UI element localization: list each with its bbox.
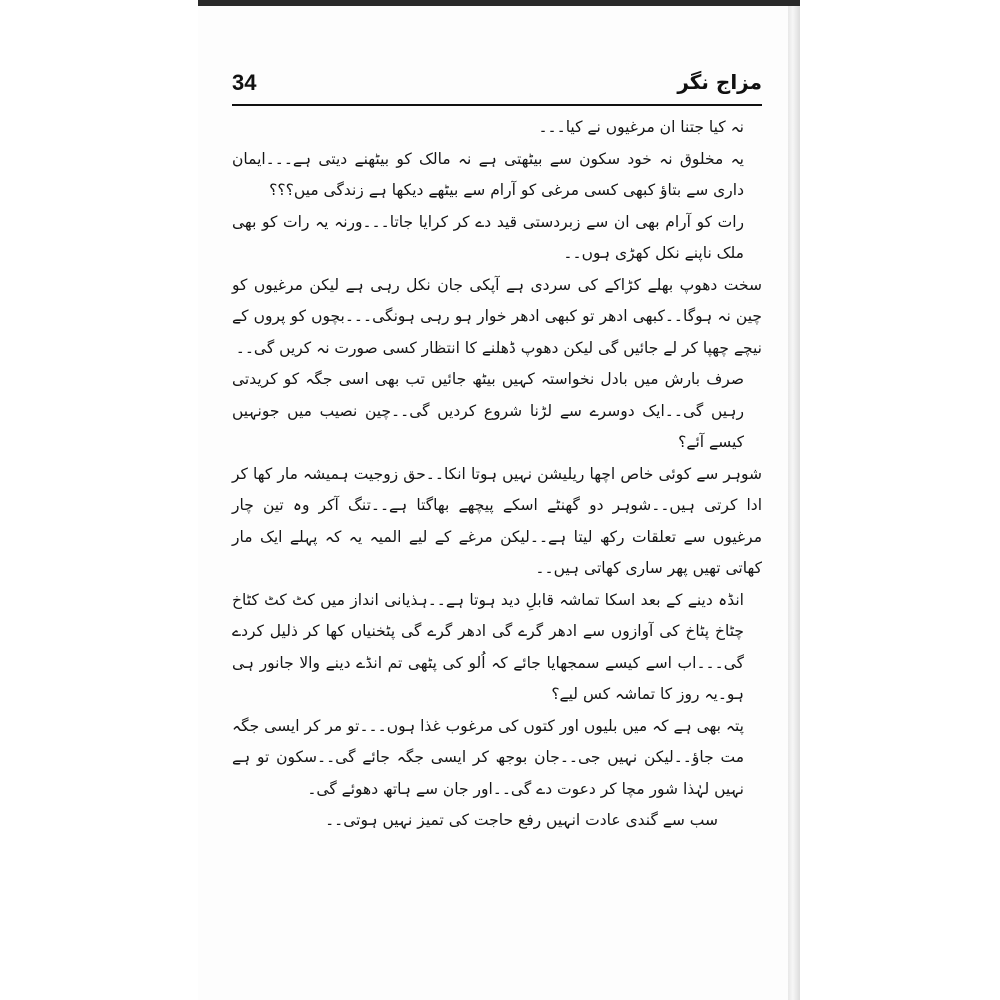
header-divider [232,104,762,106]
page-number: 34 [232,70,257,95]
paragraph: انڈہ دینے کے بعد اسکا تماشہ قابلِ دید ہوتا ہے۔۔ہذیانی انداز میں کٹ کٹ کٹاخ چٹاخ پٹاخ کی آوازوں سے ادھر گرے گی ادھر گرے گی پٹخنیاں کھا کر ذلیل کردے گی۔۔۔اب اسے کیسے سمجھایا جائے کہ اُلو کی پٹھی تم انڈے دینے والا جانور ہی ہو۔یہ روز کا تماشہ کس لیے؟ [232,590,744,703]
paragraph: شوہر سے کوئی خاص اچھا ریلیشن نہیں ہوتا انکا۔۔حق زوجیت ہمیشہ مار کھا کر ادا کرتی ہیں۔۔شوہر دو گھنٹے اسکے پیچھے بھاگتا ہے۔۔تنگ آکر وہ تین چار مرغیوں سے تعلقات رکھ لیتا ہے۔۔لیکن مرغے کے لیے المیہ یہ کہ پہلے ایک مار کھاتی تھیں پھر ساری کھاتی ہیں۔۔ [232,464,762,577]
paragraph: صرف بارش میں بادل نخواستہ کہیں بیٹھ جائیں تب بھی اسی جگہ کو کریدتی رہیں گی۔۔ایک دوسرے سے لڑنا شروع کردیں گی۔۔چین نصیب میں جونہیں کیسے آئے؟ [232,370,744,451]
page-edge [788,0,800,1000]
page-top-border [198,0,800,6]
paragraph: پتہ بھی ہے کہ میں بلیوں اور کتوں کی مرغوب غذا ہوں۔۔۔تو مر کر ایسی جگہ مت جاؤ۔۔لیکن نہیں جی۔۔جان بوجھ کر ایسی جگہ جائے گی۔۔سکون تو ہے نہیں لہٰذا شور مچا کر دعوت دے گی۔۔اور جان سے ہاتھ دھوئے گی۔ [232,716,744,798]
page-body [232,112,762,837]
paragraph: سب سے گندی عادت انہیں رفع حاجت کی تمیز نہیں ہوتی۔۔ [325,811,718,829]
paragraph: نہ کیا جتنا ان مرغیوں نے کیا۔۔۔ [538,118,744,136]
paragraph: سخت دھوپ بھلے کڑاکے کی سردی ہے آپکی جان نکل رہی ہے لیکن مرغیوں کو چین نہ ہوگا۔۔کبھی ادھر تو کبھی ادھر خوار ہو رہی ہونگی۔۔۔بچوں کو پروں کے نیچے چھپا کر لے جائیں گی لیکن دھوپ ڈھلنے کا انتظار کسی صورت نہ کریں گی۔۔ [232,275,762,357]
paragraph: یہ مخلوق نہ خود سکون سے بیٹھتی ہے نہ مالک کو بیٹھنے دیتی ہے۔۔۔ایمان داری سے بتاؤ کبھی کسی مرغی کو آرام سے بیٹھے دیکھا ہے زندگی میں؟؟؟ [232,149,744,199]
book-title: مزاج نگر [677,70,762,94]
running-header [232,64,762,108]
paragraph: رات کو آرام بھی ان سے زبردستی قید دے کر کرایا جاتا۔۔۔ورنہ یہ رات کو بھی ملک ناپنے نکل کھڑی ہوں۔۔ [232,212,744,262]
